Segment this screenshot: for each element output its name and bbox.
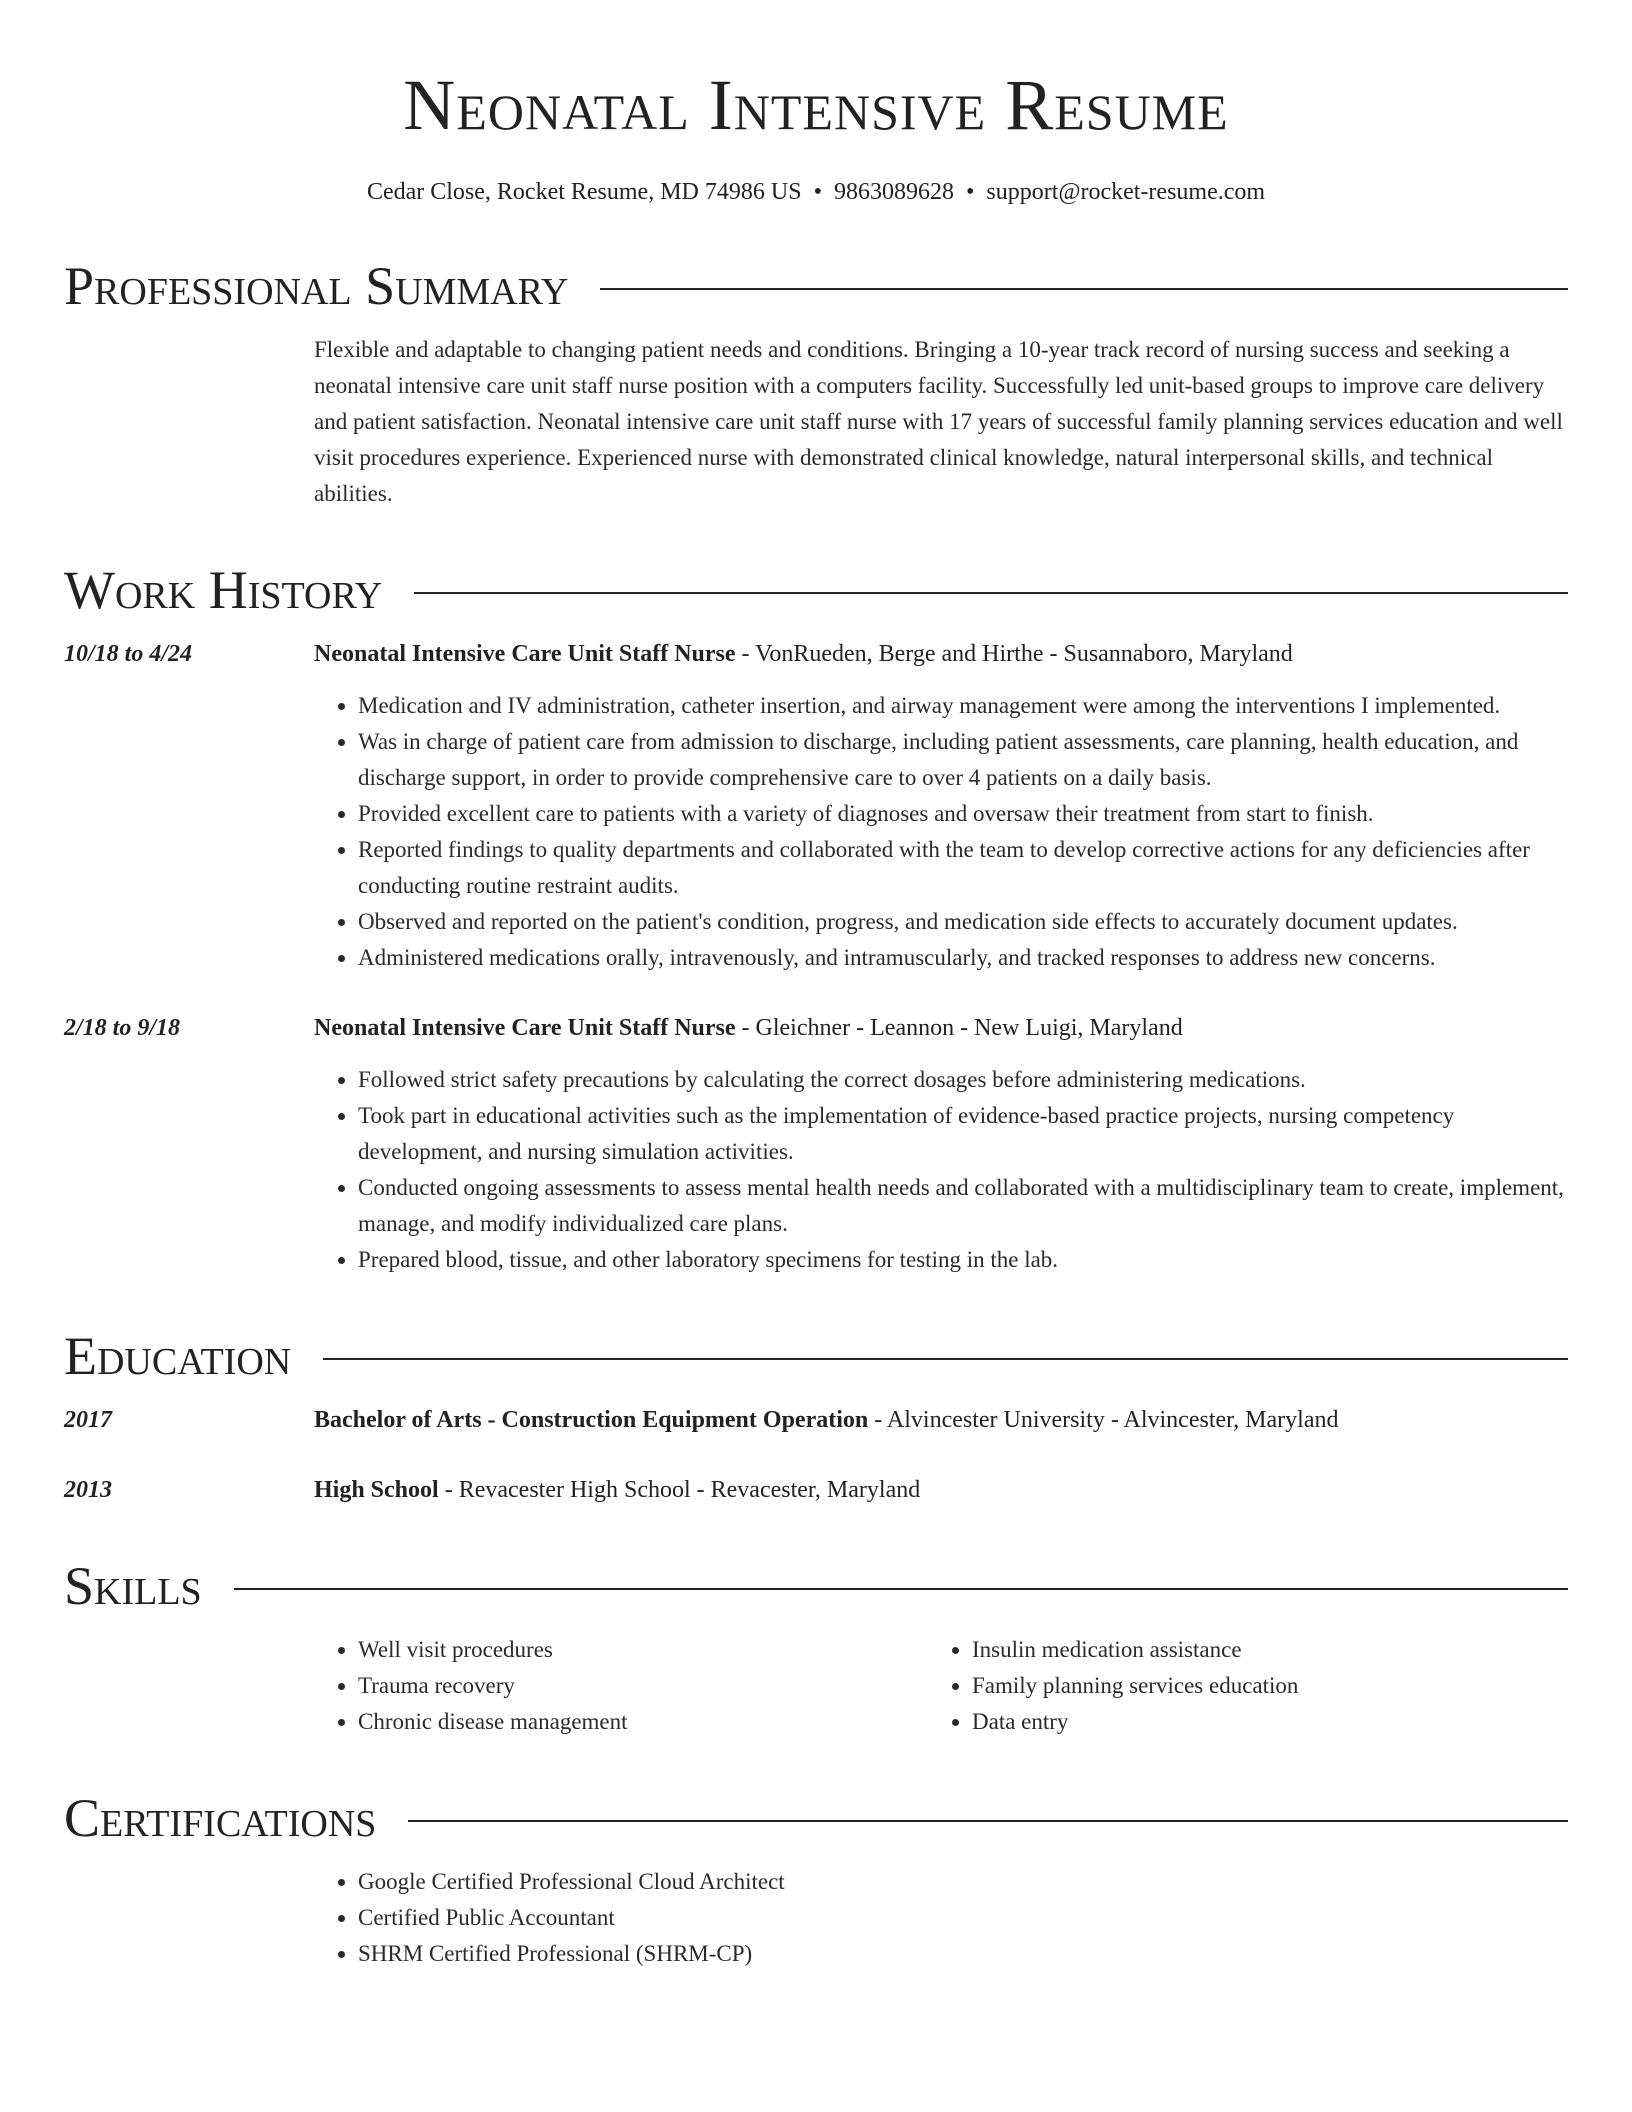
certification-item: • Certified Public Accountant <box>358 1900 1568 1936</box>
section-divider <box>408 1820 1568 1822</box>
education-entry <box>64 1402 1568 1438</box>
job-details: - VonRueden, Berge and Hirthe - Susannaboro, Maryland <box>735 641 1293 667</box>
job-bullets <box>314 688 1568 976</box>
education-year: 2017 <box>64 1407 112 1433</box>
education-year: 2013 <box>64 1477 112 1503</box>
resume-name: Neonatal Intensive Resume <box>403 65 1229 145</box>
certifications-heading: Certifications <box>64 1788 377 1848</box>
certifications-bullets <box>314 1864 1568 1972</box>
section-divider <box>414 592 1568 594</box>
job-details: - Gleichner - Leannon - New Luigi, Maryland <box>735 1015 1183 1041</box>
job-bullets <box>314 1062 1568 1278</box>
contact-phone: 9863089628 <box>833 179 954 205</box>
job-entry <box>64 1010 1568 1278</box>
certifications-list <box>314 1864 1568 1972</box>
certification-item: • Google Certified Professional Cloud Architect <box>358 1864 1568 1900</box>
job-bullet: • Followed strict safety precautions by calculating the correct dosages before administering medications. <box>358 1062 1568 1098</box>
education-heading: Education <box>64 1326 292 1386</box>
job-bullet: • Took part in educational activities such as the implementation of evidence-based practice projects, nursing competency development, and nursing simulation activities. <box>358 1098 1568 1170</box>
section-divider <box>600 288 1568 290</box>
job-title: Neonatal Intensive Care Unit Staff Nurse <box>314 641 736 667</box>
skill-item: • Insulin medication assistance <box>972 1632 1542 1668</box>
skills-list <box>314 1632 1568 1740</box>
job-bullet: • Was in charge of patient care from admission to discharge, including patient assessments, care planning, health education, and discharge support, in order to provide comprehensive care to over 4 patients on a daily basis. <box>358 724 1568 796</box>
summary-text: Flexible and adaptable to changing patient needs and conditions. Bringing a 10-year track record of nursing success and seeking a neonatal intensive care unit staff nurse position with a computers facility. Successfully led unit-based groups to improve care delivery and patient satisfaction. Neonatal intensive care unit staff nurse with 17 years of successful family planning services education and well visit procedures experience. Experienced nurse with demonstrated clinical knowledge, natural interpersonal skills, and technical abilities. <box>314 337 1563 506</box>
skills-section-header <box>64 1556 1568 1616</box>
education-entry <box>64 1472 1568 1508</box>
job-bullet: • Conducted ongoing assessments to assess mental health needs and collaborated with a multidisciplinary team to create, implement, manage, and modify individualized care plans. <box>358 1170 1568 1242</box>
education-line <box>314 1472 920 1508</box>
section-divider <box>323 1358 1568 1360</box>
education-degree: High School <box>314 1477 439 1503</box>
job-title-line <box>314 636 1568 672</box>
section-divider <box>234 1588 1568 1590</box>
contact-email: support@rocket-resume.com <box>986 179 1266 205</box>
education-line <box>314 1402 1338 1438</box>
skill-item: • Data entry <box>972 1704 1542 1740</box>
education-details: - Alvincester University - Alvincester, Maryland <box>868 1407 1339 1433</box>
work-heading: Work History <box>64 560 383 620</box>
job-bullet: • Observed and reported on the patient's condition, progress, and medication side effects to accurately document updates. <box>358 904 1568 940</box>
skills-heading: Skills <box>64 1556 202 1616</box>
summary-heading: Professional Summary <box>64 256 569 316</box>
summary-section-header <box>64 256 1568 316</box>
skill-item: • Well visit procedures <box>358 1632 928 1668</box>
education-degree: Bachelor of Arts - Construction Equipment Operation <box>314 1407 869 1433</box>
contact-line <box>64 176 1568 208</box>
contact-separator: • <box>965 179 975 205</box>
job-bullet: • Medication and IV administration, catheter insertion, and airway management were among the interventions I implemented. <box>358 688 1568 724</box>
contact-separator: • <box>813 179 822 205</box>
certifications-section-header <box>64 1788 1568 1848</box>
skills-column-left <box>314 1632 928 1740</box>
job-bullet: • Reported findings to quality departments and collaborated with the team to develop corrective actions for any deficiencies after conducting routine restraint audits. <box>358 832 1568 904</box>
job-title-line <box>314 1010 1568 1046</box>
job-bullet: • Prepared blood, tissue, and other laboratory specimens for testing in the lab. <box>358 1242 1568 1278</box>
job-title: Neonatal Intensive Care Unit Staff Nurse <box>314 1015 736 1041</box>
job-dates: 10/18 to 4/24 <box>64 641 193 667</box>
skills-column-right <box>928 1632 1542 1740</box>
job-bullet: • Administered medications orally, intravenously, and intramuscularly, and tracked responses to address new concerns. <box>358 940 1568 976</box>
job-bullet: • Provided excellent care to patients with a variety of diagnoses and oversaw their treatment from start to finish. <box>358 796 1568 832</box>
skill-item: • Trauma recovery <box>358 1668 928 1704</box>
job-entry <box>64 636 1568 976</box>
job-dates: 2/18 to 9/18 <box>64 1015 181 1041</box>
work-section-header <box>64 560 1568 620</box>
education-section-header <box>64 1326 1568 1386</box>
certification-item: • SHRM Certified Professional (SHRM-CP) <box>358 1936 1568 1972</box>
contact-address: Cedar Close, Rocket Resume, MD 74986 US <box>366 179 802 205</box>
skill-item: • Family planning services education <box>972 1668 1542 1704</box>
education-details: - Revacester High School - Revacester, Maryland <box>438 1477 921 1503</box>
skill-item: • Chronic disease management <box>358 1704 928 1740</box>
